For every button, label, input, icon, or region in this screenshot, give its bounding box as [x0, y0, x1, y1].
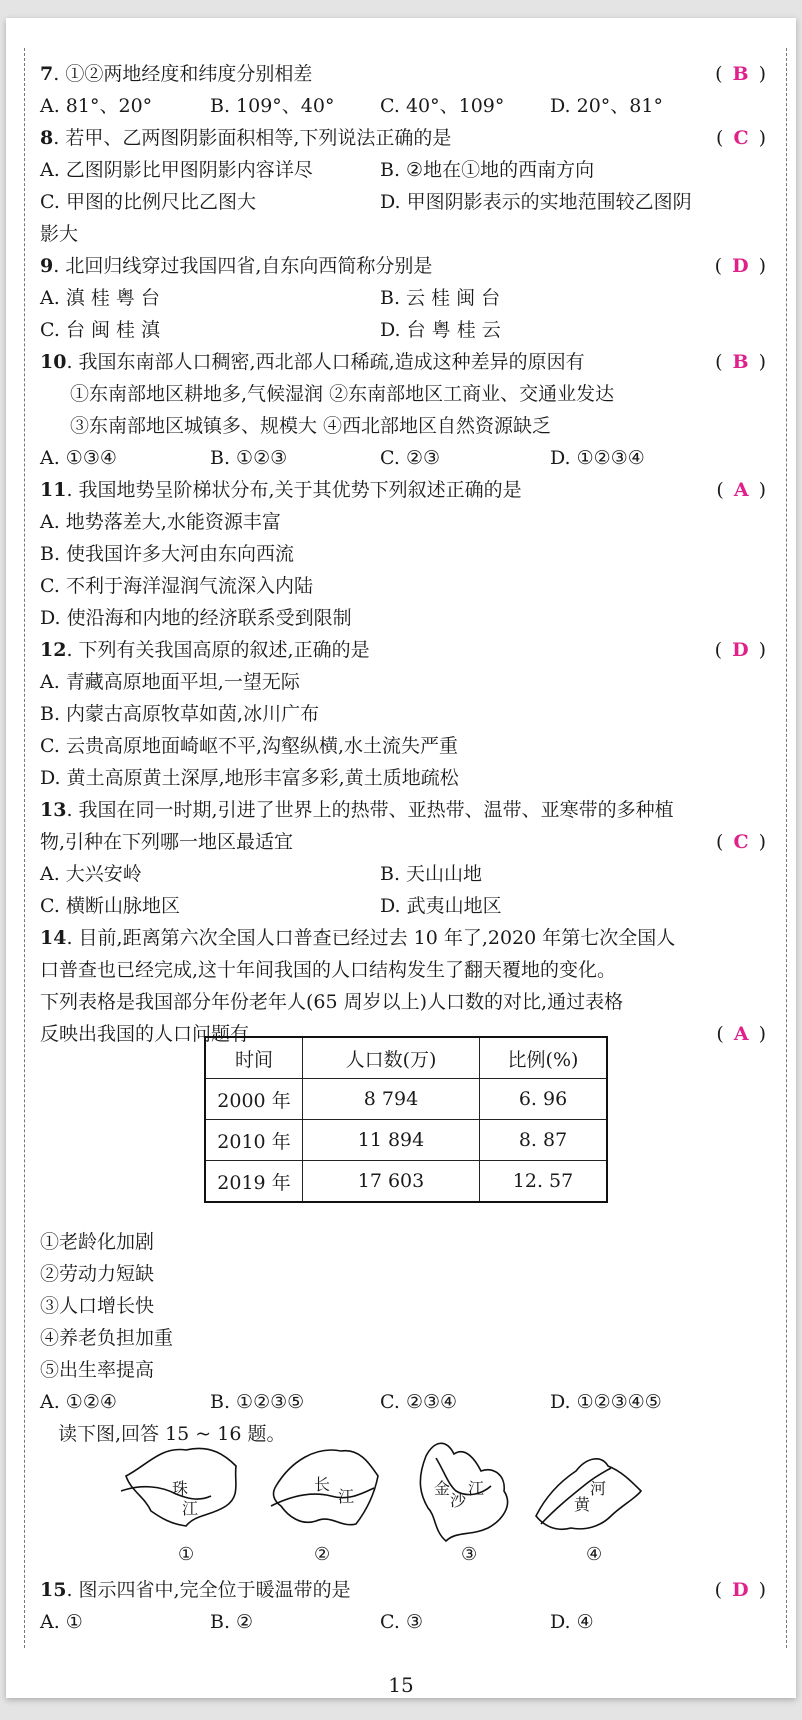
question-14-stem-4: 反映出我国的人口问题有 ( A )	[40, 1018, 768, 1050]
answer-key: C	[733, 127, 751, 149]
question-12-option-b: B. 内蒙古高原牧草如茵,冰川广布	[40, 703, 320, 725]
table-row	[205, 1079, 607, 1120]
answer-bracket: ( A )	[716, 479, 768, 501]
left-dashed-border	[24, 48, 25, 1648]
question-8-stem: 8. 若甲、乙两图阴影面积相等,下列说法正确的是 ( C )	[40, 122, 768, 154]
table-header-row	[205, 1037, 607, 1079]
question-11-option-c: C. 不利于海洋湿润气流深入内陆	[40, 575, 313, 597]
question-10-options: A. ①③④ B. ①②③ C. ②③ D. ①②③④	[40, 447, 645, 469]
question-14-item-5: ⑤出生率提高	[40, 1359, 155, 1381]
answer-key: D	[732, 255, 751, 277]
answer-bracket: ( D )	[714, 1579, 768, 1601]
question-12-stem: 12. 下列有关我国高原的叙述,正确的是 ( D )	[40, 634, 768, 666]
answer-bracket: ( D )	[714, 639, 768, 661]
map-number-label: ②	[314, 1544, 331, 1565]
answer-bracket: ( B )	[715, 63, 768, 85]
map-number-label: ④	[586, 1544, 603, 1565]
table-header-cell: 人口数(万)	[303, 1037, 480, 1079]
question-14-item-4: ④养老负担加重	[40, 1327, 174, 1349]
question-14-options: A. ①②④ B. ①②③⑤ C. ②③④ D. ①②③④⑤	[40, 1391, 662, 1413]
table-cell: 17 603	[303, 1161, 480, 1203]
map-number-label: ①	[178, 1544, 195, 1565]
table-cell: 11 894	[303, 1120, 480, 1161]
question-12-option-c: C. 云贵高原地面崎岖不平,沟壑纵横,水土流失严重	[40, 735, 459, 757]
province-outlines	[116, 1436, 716, 1576]
river-label: 河	[590, 1479, 607, 1498]
river-label: 江	[468, 1479, 485, 1498]
question-9-options-ab: A. 滇 桂 粤 台 B. 云 桂 闽 台	[40, 287, 501, 309]
question-10-statements-1: ①东南部地区耕地多,气候湿润 ②东南部地区工商业、交通业发达	[70, 383, 615, 405]
table-cell: 2000 年	[205, 1079, 303, 1120]
river-label: 珠	[172, 1479, 189, 1498]
table-cell: 2010 年	[205, 1120, 303, 1161]
question-14-stem-3: 下列表格是我国部分年份老年人(65 周岁以上)人口数的对比,通过表格	[40, 991, 624, 1013]
map-number-label: ③	[461, 1544, 478, 1565]
question-14-item-1: ①老龄化加剧	[40, 1231, 155, 1253]
table-cell: 8 794	[303, 1079, 480, 1120]
question-13-stem: 13. 我国在同一时期,引进了世界上的热带、亚热带、温带、亚寒带的多种植	[40, 799, 674, 821]
question-7-stem: 7. ①②两地经度和纬度分别相差 ( B )	[40, 58, 768, 90]
answer-key: A	[733, 479, 751, 501]
question-14-stem-2: 口普查也已经完成,这十年间我国的人口结构发生了翻天覆地的变化。	[40, 959, 617, 981]
right-dashed-border	[786, 48, 787, 1648]
river-label: 沙	[450, 1491, 467, 1510]
river-label: 江	[182, 1499, 199, 1518]
question-12-option-a: A. 青藏高原地面平坦,一望无际	[40, 671, 300, 693]
river-label: 黄	[574, 1495, 591, 1514]
question-8-options-cd: C. 甲图的比例尺比乙图大 D. 甲图阴影表示的实地范围较乙图阴	[40, 191, 692, 213]
question-13-stem-cont: 物,引种在下列哪一地区最适宜 ( C )	[40, 826, 768, 858]
question-12-option-d: D. 黄土高原黄土深厚,地形丰富多彩,黄土质地疏松	[40, 767, 459, 789]
question-8-option-d-cont: 影大	[40, 223, 79, 245]
answer-bracket: ( A )	[716, 1023, 768, 1045]
province-maps	[116, 1436, 716, 1566]
table-header-cell: 时间	[205, 1037, 303, 1079]
answer-key: B	[732, 351, 751, 373]
question-7-options: A. 81°、20° B. 109°、40° C. 40°、109° D. 20°、81°	[40, 95, 663, 117]
answer-bracket: ( B )	[715, 351, 768, 373]
answer-bracket: ( D )	[714, 255, 768, 277]
answer-key: C	[733, 831, 751, 853]
table-cell: 8. 87	[480, 1120, 608, 1161]
answer-bracket: ( C )	[716, 831, 768, 853]
question-10-stem: 10. 我国东南部人口稠密,西北部人口稀疏,造成这种差异的原因有 ( B )	[40, 346, 768, 378]
question-list	[40, 58, 768, 1638]
question-11-stem: 11. 我国地势呈阶梯状分布,关于其优势下列叙述正确的是 ( A )	[40, 474, 768, 506]
table-cell: 6. 96	[480, 1079, 608, 1120]
question-9-options-cd: C. 台 闽 桂 滇 D. 台 粤 桂 云	[40, 319, 501, 341]
worksheet-page	[6, 18, 796, 1698]
answer-key: B	[732, 63, 751, 85]
question-15-stem: 15. 图示四省中,完全位于暖温带的是 ( D )	[40, 1574, 768, 1606]
question-14-item-2: ②劳动力短缺	[40, 1263, 155, 1285]
question-13-options-ab: A. 大兴安岭 B. 天山山地	[40, 863, 483, 885]
page-number: 15	[388, 1673, 414, 1697]
river-label: 江	[338, 1487, 355, 1506]
table-cell: 12. 57	[480, 1161, 608, 1203]
answer-key: D	[732, 639, 751, 661]
table-row	[205, 1161, 607, 1203]
river-label: 金	[434, 1479, 451, 1498]
question-11-option-a: A. 地势落差大,水能资源丰富	[40, 511, 281, 533]
question-8-options-ab: A. 乙图阴影比甲图阴影内容详尽 B. ②地在①地的西南方向	[40, 159, 595, 181]
table-header-cell: 比例(%)	[480, 1037, 608, 1079]
table-cell: 2019 年	[205, 1161, 303, 1203]
question-14-item-3: ③人口增长快	[40, 1295, 155, 1317]
question-15-options: A. ① B. ② C. ③ D. ④	[40, 1611, 594, 1633]
answer-bracket: ( C )	[716, 127, 768, 149]
question-10-statements-2: ③东南部地区城镇多、规模大 ④西北部地区自然资源缺乏	[70, 415, 552, 437]
question-9-stem: 9. 北回归线穿过我国四省,自东向西简称分别是 ( D )	[40, 250, 768, 282]
answer-key: D	[732, 1579, 751, 1601]
river-label: 长	[314, 1475, 331, 1494]
read-map-instruction: 读下图,回答 15 ~ 16 题。	[58, 1423, 286, 1445]
question-11-option-b: B. 使我国许多大河由东向西流	[40, 543, 295, 565]
table-row	[205, 1120, 607, 1161]
question-13-options-cd: C. 横断山脉地区 D. 武夷山地区	[40, 895, 502, 917]
elderly-population-table	[204, 1036, 608, 1203]
answer-key: A	[733, 1023, 751, 1045]
question-11-option-d: D. 使沿海和内地的经济联系受到限制	[40, 607, 352, 629]
question-14-stem: 14. 目前,距离第六次全国人口普查已经过去 10 年了,2020 年第七次全国人	[40, 927, 676, 949]
